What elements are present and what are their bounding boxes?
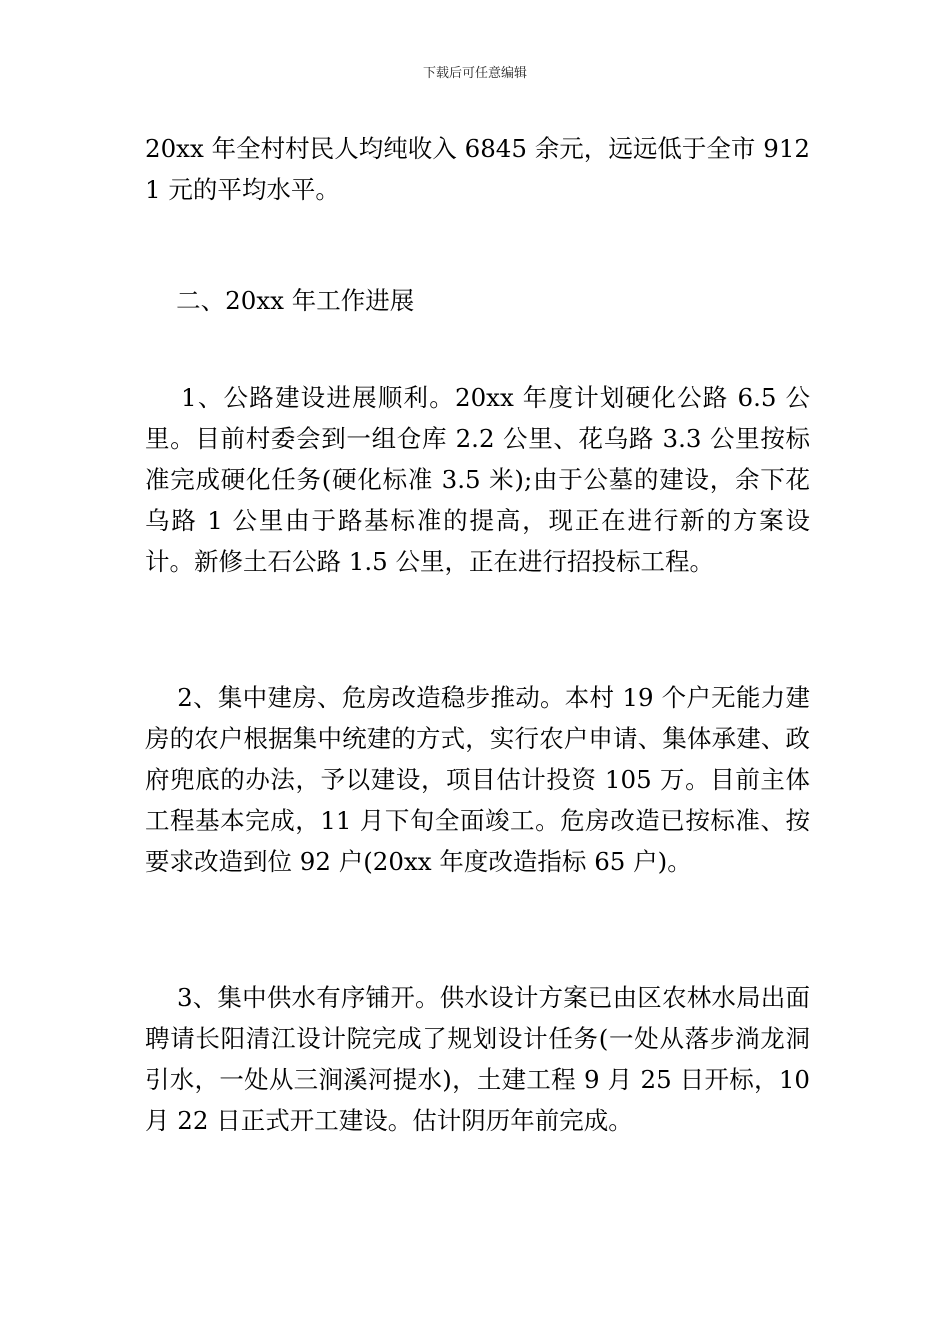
paragraph-housing: 2、集中建房、危房改造稳步推动。本村 19 个户无能力建房的农户根据集中统建的方式，实行农户申请、集体承建、政府兜底的办法，予以建设，项目估计投资 105 万。目前主体工程基本完成，11 月下旬全面竣工。危房改造已按标准、按要求改造到位 92 户(20xx 年度改造指标 65 户)。 [145, 683, 810, 876]
paragraph-income: 20xx 年全村村民人均纯收入 6845 余元，远远低于全市 9121 元的平均水平。 [145, 134, 810, 204]
header-note: 下载后可任意编辑 [422, 66, 527, 81]
paragraph-road-construction: 1、公路建设进展顺利。20xx 年度计划硬化公路 6.5 公里。目前村委会到一组仓库 2.2 公里、花乌路 3.3 公里按标准完成硬化任务(硬化标准 3.5 米);由于公墓的建设，余下花乌路 1 公里由于路基标准的提高，现正在进行新的方案设计。新修土石公路 1.5 公里，正在进行招投标工程。 [145, 383, 810, 576]
section-heading-progress: 二、20xx 年工作进展 [145, 286, 415, 315]
paragraph-water-supply: 3、集中供水有序铺开。供水设计方案已由区农林水局出面聘请长阳清江设计院完成了规划设计任务(一处从落步淌龙洞引水，一处从三涧溪河提水)，土建工程 9 月 25 日开标，10 月 22 日正式开工建设。估计阴历年前完成。 [145, 983, 818, 1135]
